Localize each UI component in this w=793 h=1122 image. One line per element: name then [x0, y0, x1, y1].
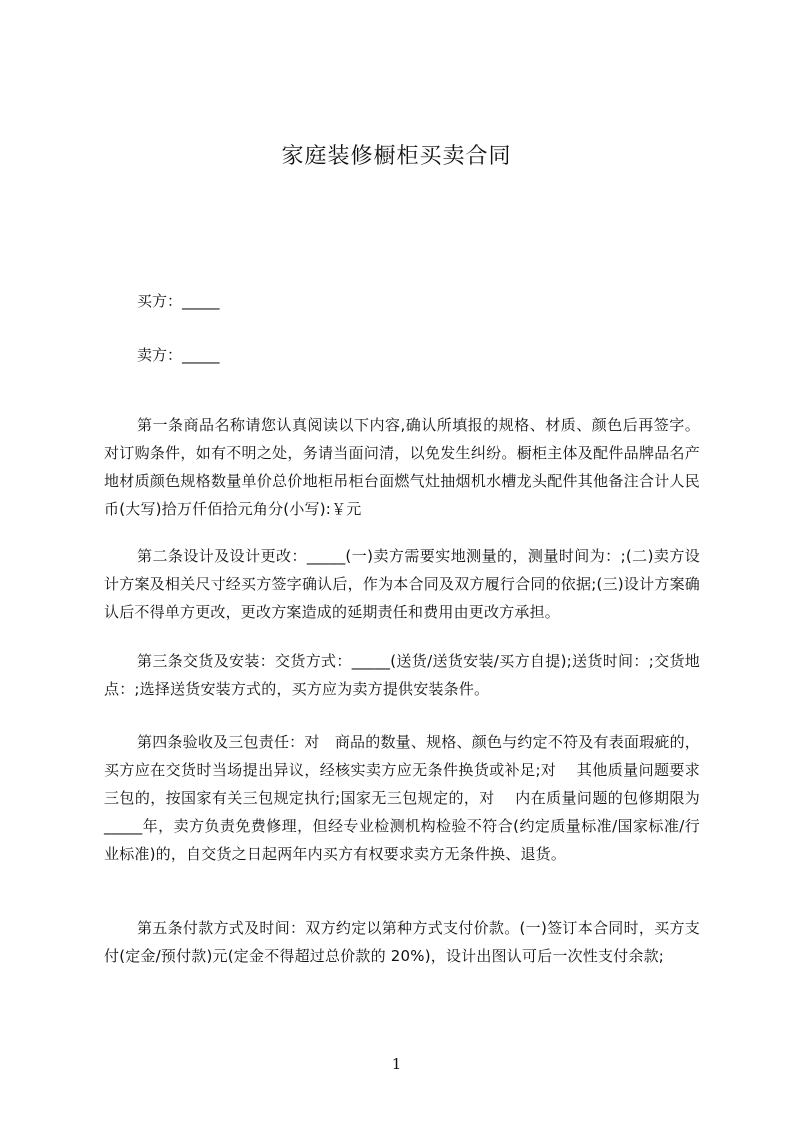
- article-5-paragraph: 第五条付款方式及时间：双方约定以第种方式支付价款。(一)签订本合同时，买方支付(定金/预付款)元(定金不得超过总价款的 20%)，设计出图认可后一次性支付余款;: [104, 919, 700, 965]
- seller-line: 卖方：_____: [137, 346, 220, 364]
- article-1-paragraph: 第一条商品名称请您认真阅读以下内容,确认所填报的规格、材质、颜色后再签字。对订购条件，如有不明之处，务请当面问清，以免发生纠纷。橱柜主体及配件品牌品名产地材质颜色规格数量单价总价地柜吊柜台面燃气灶抽烟机水槽龙头配件其他备注合计人民币(大写)拾万仟佰拾元角分(小写):￥元: [104, 416, 700, 518]
- page-title: 家庭装修橱柜买卖合同: [281, 144, 512, 169]
- article-3-paragraph: 第三条交货及安装：交货方式：_____(送货/送货安装/买方自提);送货时间：;交货地点：;选择送货安装方式的，买方应为卖方提供安装条件。: [104, 652, 700, 698]
- page-number: 1: [391, 1055, 402, 1073]
- article-4-paragraph: 第四条验收及三包责任：对 商品的数量、规格、颜色与约定不符及有表面瑕疵的，买方应在交货时当场提出异议，经核实卖方应无条件换货或补足;对 其他质量问题要求三包的，按国家有关三包规定执行;国家无三包规定的，对 内在质量问题的包修期限为_____年，卖方负责免费修理，但经专业检测机构检验不符合(约定质量标准/国家标准/行业标准)的，自交货之日起两年内买方有权要求卖方无条件换、退货。: [104, 733, 700, 863]
- buyer-line: 买方：_____: [137, 292, 220, 310]
- article-2-paragraph: 第二条设计及设计更改：_____(一)卖方需要实地测量的，测量时间为：;(二)卖方设计方案及相关尺寸经买方签字确认后，作为本合同及双方履行合同的依据;(三)设计方案确认后不得单方更改，更改方案造成的延期责任和费用由更改方承担。: [104, 547, 700, 621]
